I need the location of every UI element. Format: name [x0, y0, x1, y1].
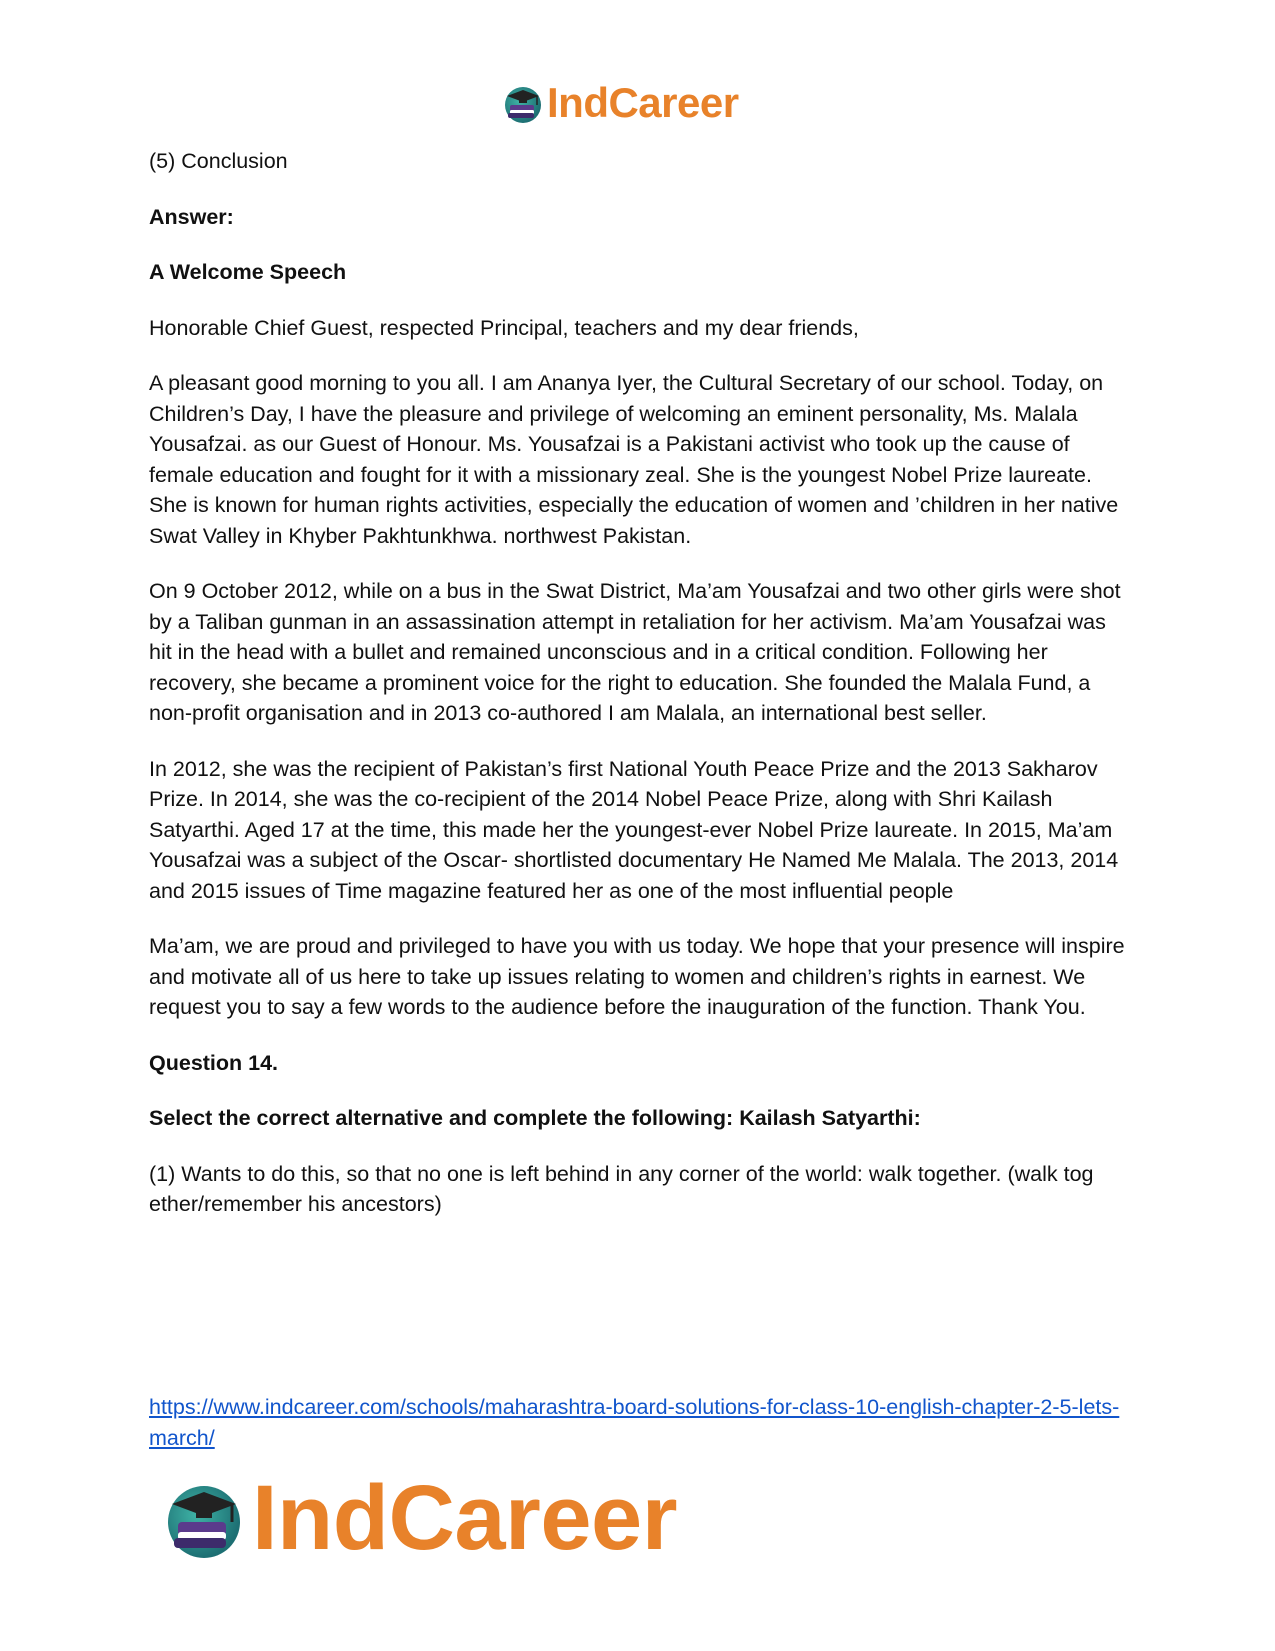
answer-item-1: (1) Wants to do this, so that no one is left behind in any corner of the world: walk together. (walk tog ether/remember his ancestors) — [149, 1161, 1094, 1216]
footer-logo — [160, 1468, 677, 1568]
question-label: Question 14. — [149, 1050, 279, 1075]
paragraph-2: On 9 October 2012, while on a bus in the Swat District, Ma’am Yousafzai and two other girls were shot by a Taliban gunman in an assassination attempt in retaliation for her activism. Ma’am Yousafzai was hit in the head with a bullet and remained unconscious and in a critical condition. Following her recovery, she became a prominent voice for the right to education. She founded the Malala Fund, a non-profit organisation and in 2013 co-authored I am Malala, an international best seller. — [149, 579, 1121, 725]
logo-text: IndCareer — [252, 1467, 677, 1569]
graduation-book-globe-icon — [160, 1474, 248, 1562]
graduation-book-globe-icon — [501, 81, 545, 125]
answer-label: Answer: — [149, 204, 234, 229]
paragraph-3: In 2012, she was the recipient of Pakistan’s first National Youth Peace Prize and the 2013 Sakharov Prize. In 2014, she was the co-recipient of the 2014 Nobel Peace Prize, along with Shri Kailash Satyarthi. Aged 17 at the time, this made her the youngest-ever Nobel Prize laureate. In 2015, Ma’am Yousafzai was a subject of the Oscar- shortlisted documentary He Named Me Malala. The 2013, 2014 and 2015 issues of Time magazine featured her as one of the most influential people — [149, 756, 1119, 903]
source-url-link[interactable]: https://www.indcareer.com/schools/maharashtra-board-solutions-for-class-10-english-chapter-2-5-lets-march/ — [149, 1395, 1120, 1450]
conclusion-item: (5) Conclusion — [149, 149, 288, 173]
speech-title: A Welcome Speech — [149, 260, 347, 284]
document-body — [149, 146, 1134, 1245]
logo-text: IndCareer — [547, 79, 739, 126]
question-text: Select the correct alternative and complete the following: Kailash Satyarthi: — [149, 1106, 921, 1130]
header-logo — [501, 78, 739, 128]
paragraph-4: Ma’am, we are proud and privileged to have you with us today. We hope that your presence will inspire and motivate all of us here to take up issues relating to women and children’s rights in earnest. We request you to say a few words to the audience before the inauguration of the function. Thank You. — [149, 934, 1125, 1019]
salutation: Honorable Chief Guest, respected Principal, teachers and my dear friends, — [149, 315, 859, 340]
paragraph-1: A pleasant good morning to you all. I am Ananya Iyer, the Cultural Secretary of our school. Today, on Children’s Day, I have the pleasure and privilege of welcoming an eminent personality, Ms. Malala Yousafzai. as our Guest of Honour. Ms. Yousafzai is a Pakistani activist who took up the cause of female education and fought for it with a missionary zeal. She is the youngest Nobel Prize laureate. She is known for human rights activities, especially the education of women and ’children in her native Swat Valley in Khyber Pakhtunkhwa. northwest Pakistan. — [149, 371, 1119, 548]
